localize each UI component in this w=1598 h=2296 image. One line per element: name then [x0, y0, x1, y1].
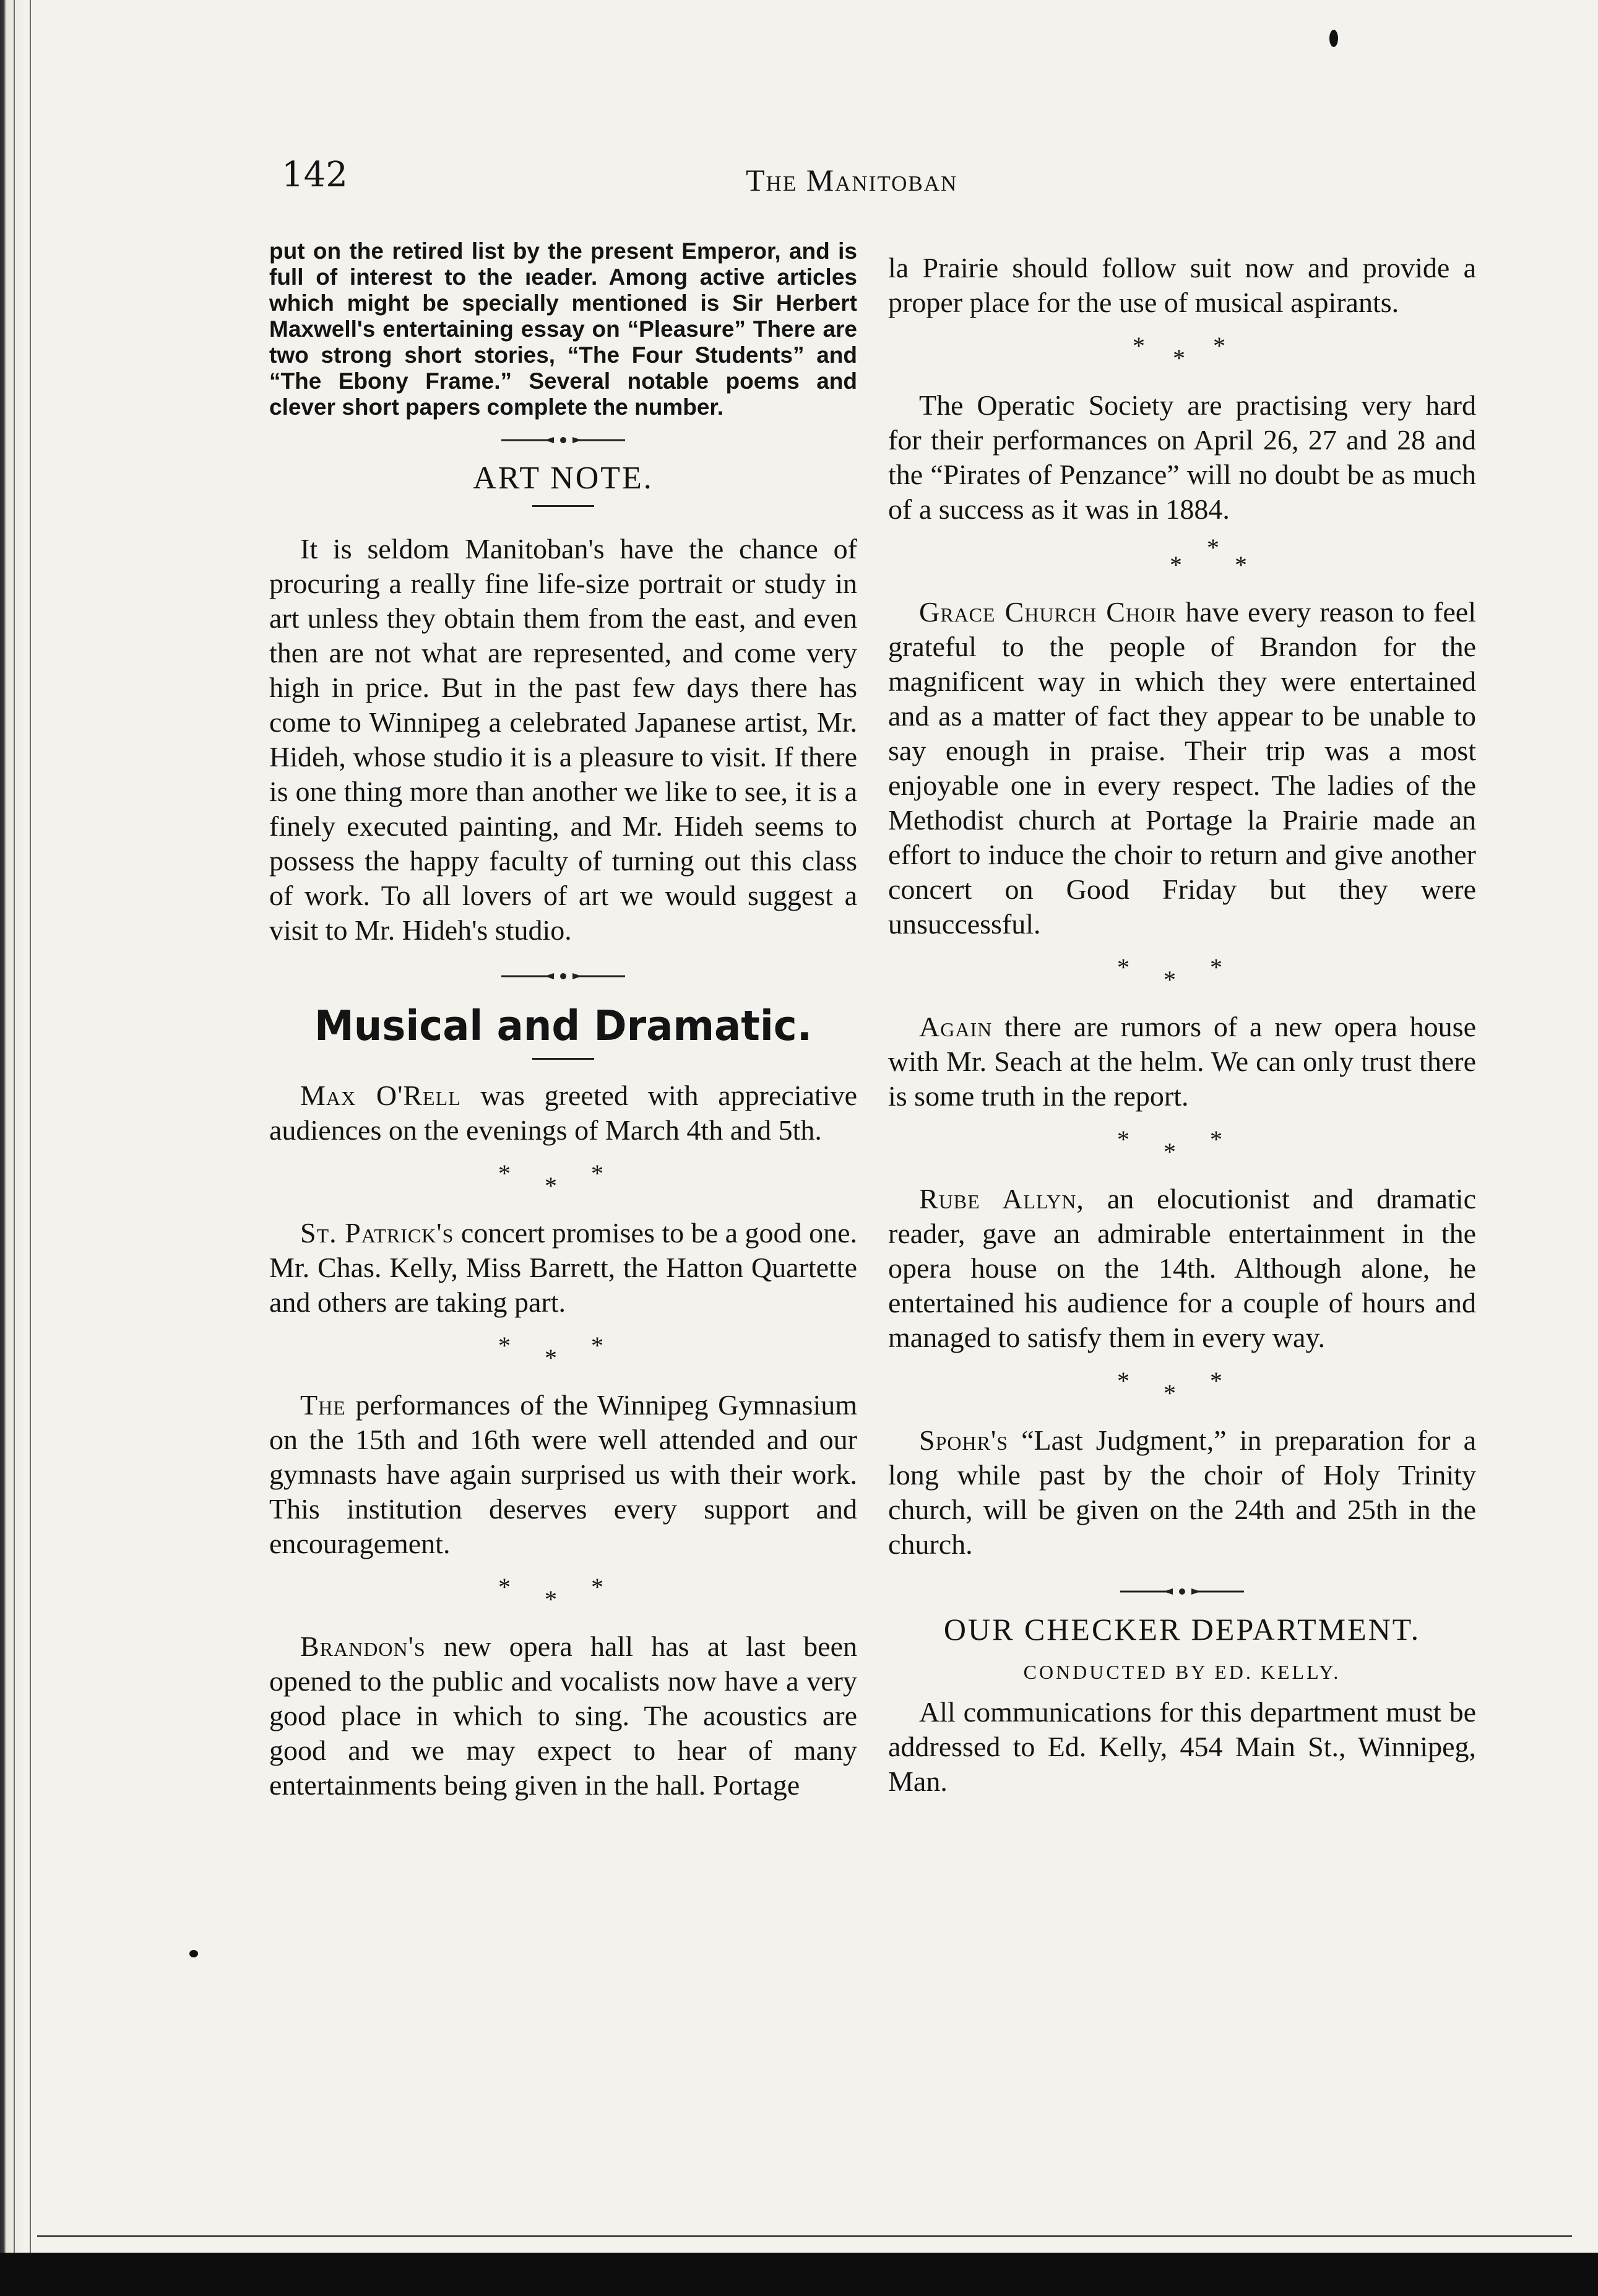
right-column — [888, 251, 1476, 1799]
checker-byline: CONDUCTED BY ED. KELLY. — [1023, 1661, 1341, 1683]
section-ornament — [888, 1579, 1476, 1604]
star-separator: * * * — [1117, 1367, 1222, 1407]
ornament-divider-icon — [501, 434, 625, 446]
item-lead: Spohr's — [919, 1424, 1009, 1456]
heading-rule — [532, 505, 594, 507]
star-separator: * * * — [1170, 534, 1247, 579]
news-item — [888, 1010, 1476, 1114]
page-number: 142 — [282, 155, 348, 195]
page-binding-edge — [0, 0, 50, 2296]
musical-dramatic-heading: Musical and Dramatic. — [314, 1002, 812, 1051]
running-head — [746, 162, 957, 198]
checker-heading: OUR CHECKER DEPARTMENT. — [943, 1612, 1421, 1647]
star-separator: * * * — [1133, 332, 1225, 372]
news-item — [888, 595, 1476, 942]
news-item — [269, 1078, 857, 1148]
section-ornament — [269, 428, 857, 453]
star-separator: * * * — [498, 1332, 603, 1372]
heading-rule — [532, 1058, 594, 1060]
item-text: have every reason to feel grateful to the people of Brandon for the magnificent way in which they were entertained and as a matter of fact they appear to be unable to say enough in praise. Their trip was a most enjoyable one in every respect. The ladies of the Methodist church at Portage la Prairie made an effort to induce the choir to return and give another concert on Good Friday but they were unsuccessful. — [888, 596, 1476, 940]
item-text: there are rumors of a new opera house with Mr. Seach at the helm. We can only trust there is some truth in the report. — [888, 1011, 1476, 1112]
star-separator: * * * — [1117, 953, 1222, 994]
intro-paragraph: put on the retired list by the present Emperor, and is full of interest to the ıeader. Among active articles which might be specially mentioned is Sir Herbert Maxwell's entertaining essay on “Pleasure” There are two strong short stories, “The Four Students” and “The Ebony Frame.” Several notable poems and clever short papers complete the number. — [269, 238, 857, 420]
news-item — [269, 1629, 857, 1803]
item-lead: Brandon's — [300, 1631, 426, 1662]
item-lead: Grace Church Choir — [919, 596, 1177, 628]
ink-speck — [1329, 30, 1338, 47]
item-text: was greeted with appreciative audiences on the evenings of March 4th and 5th. — [269, 1080, 857, 1146]
ornament-divider-icon — [501, 970, 625, 982]
binding-line — [30, 0, 31, 2253]
item-text: The Operatic Society are practising very hard for their performances on April 26, 27 and 28 and the “Pirates of Penzance” will no doubt be as much of a success as it was in 1884. — [888, 389, 1476, 525]
news-item — [269, 1216, 857, 1320]
news-item — [888, 388, 1476, 527]
left-column — [269, 238, 857, 1803]
running-title: The Manitoban — [746, 163, 958, 197]
star-separator: * * * — [498, 1573, 603, 1613]
news-item — [888, 1182, 1476, 1355]
item-lead: The — [300, 1389, 346, 1421]
continuation-paragraph: la Prairie should follow suit now and provide a proper place for the use of musical aspirants. — [888, 252, 1476, 318]
item-lead: Again — [919, 1011, 993, 1042]
item-text: new opera hall has at last been opened to the public and vocalists now have a very good place in which to sing. The acoustics are good and we may expect to hear of many entertainments being given in the hall. Portage — [269, 1631, 857, 1801]
item-text: concert promises to be a good one. Mr. Chas. Kelly, Miss Barrett, the Hatton Quartette and others are taking part. — [269, 1217, 857, 1318]
item-lead: St. Patrick's — [300, 1217, 454, 1249]
news-item — [269, 1388, 857, 1561]
item-text: an elocutionist and dramatic reader, gave an admirable entertainment in the opera house on the 14th. Although alone, he entertained his audience for a couple of hours and managed to satisfy them in every way. — [888, 1183, 1476, 1353]
art-note-body: It is seldom Manitoban's have the chance of procuring a really fine life-size portrait or study in art unless they obtain them from the east, and even then are not what are represented, and come very high in price. But in the past few days there has come to Winnipeg a celebrated Japanese artist, Mr. Hideh, whose studio it is a pleasure to visit. If there is one thing more than another we like to see, it is a finely executed painting, and Mr. Hideh seems to possess the happy faculty of turning out this class of work. To all lovers of art we would suggest a visit to Mr. Hideh's studio. — [269, 533, 857, 946]
item-lead: Max O'Rell — [300, 1080, 461, 1111]
item-lead: Rube Allyn, — [919, 1183, 1084, 1215]
scan-bottom-shadow — [0, 2253, 1598, 2296]
star-separator: * * * — [1117, 1125, 1222, 1166]
section-ornament — [269, 964, 857, 989]
star-separator: * * * — [498, 1159, 603, 1200]
news-item — [888, 1423, 1476, 1562]
page-bottom-rule — [37, 2235, 1572, 2237]
ornament-divider-icon — [1120, 1585, 1244, 1598]
item-text: performances of the Winnipeg Gymnasium on the 15th and 16th were well attended and our gymnasts have again surprised us with their work. This institution deserves every support and encouragement. — [269, 1389, 857, 1559]
checker-body: All communications for this department must be addressed to Ed. Kelly, 454 Main St., Winnipeg, Man. — [888, 1696, 1476, 1797]
ink-speck — [189, 1950, 198, 1957]
item-text: “Last Judgment,” in preparation for a long while past by the choir of Holy Trinity church, will be given on the 24th and 25th in the church. — [888, 1424, 1476, 1560]
art-note-heading: ART NOTE. — [473, 461, 654, 496]
binding-line — [14, 0, 15, 2253]
